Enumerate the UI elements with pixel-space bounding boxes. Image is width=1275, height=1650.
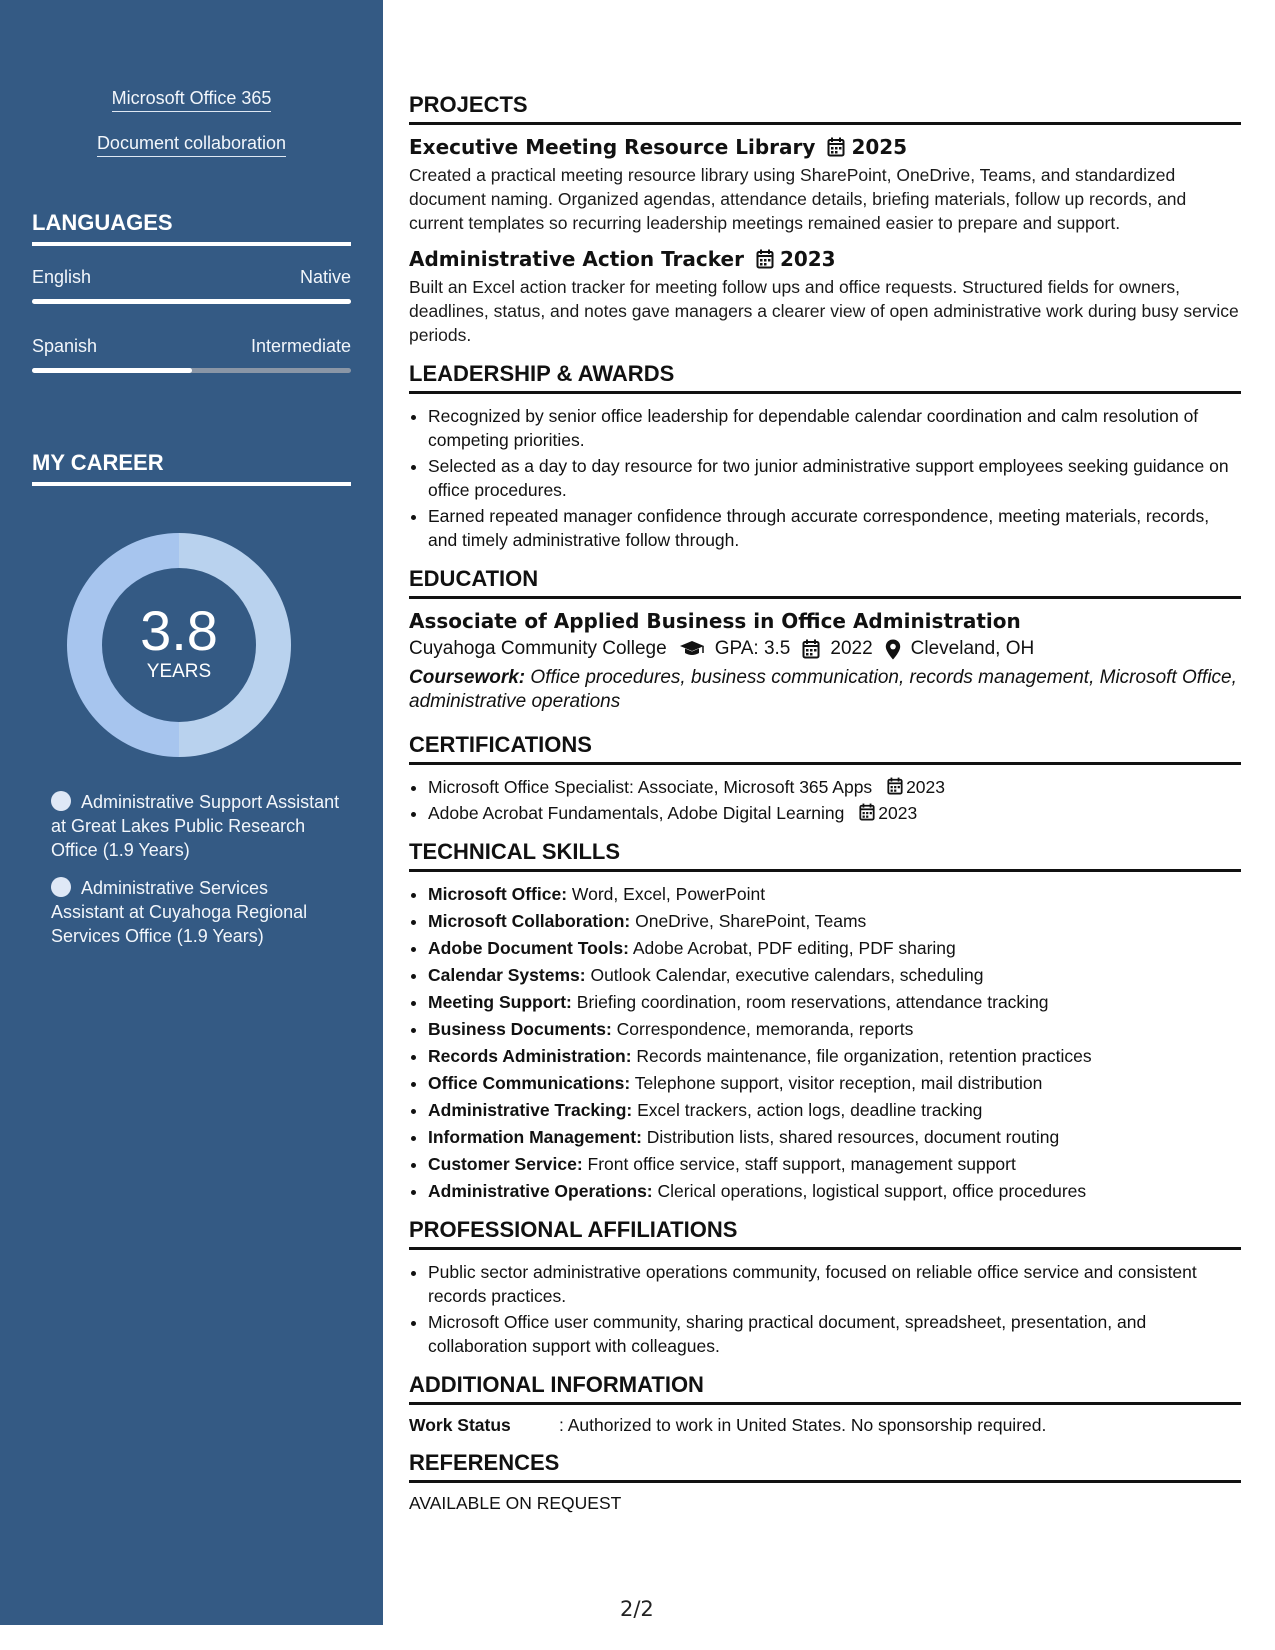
skill-value: Briefing coordination, room reservations, attendance tracking bbox=[576, 992, 1049, 1012]
info-row bbox=[409, 1415, 1241, 1436]
list-item: • Selected as a day to day resource for two junior administrative support employees seeking guidance on office procedures. bbox=[428, 454, 1241, 502]
education-meta bbox=[409, 638, 1241, 660]
career-total-years: 3.8 bbox=[140, 599, 218, 662]
section-title: EDUCATION bbox=[409, 566, 1241, 599]
skill-item bbox=[428, 1152, 1241, 1176]
coursework bbox=[409, 666, 1241, 714]
skill-label: Adobe Document Tools: bbox=[428, 938, 629, 958]
language-level: Intermediate bbox=[250, 336, 351, 356]
coursework-text: Office procedures, business communication, records management, Microsoft Office, administrative operations bbox=[409, 667, 1237, 712]
certification-year: 2023 bbox=[878, 803, 918, 823]
leadership-section bbox=[409, 361, 1241, 552]
language-bar bbox=[32, 299, 351, 304]
skill-value: Outlook Calendar, executive calendars, scheduling bbox=[590, 965, 984, 985]
graduation-year: 2022 bbox=[830, 638, 873, 659]
skill-item bbox=[428, 1179, 1241, 1203]
calendar-icon bbox=[859, 803, 875, 821]
skill-item bbox=[428, 909, 1241, 933]
language-bar bbox=[32, 368, 351, 373]
skill-item bbox=[428, 963, 1241, 987]
certifications-section bbox=[409, 732, 1241, 825]
skill-label: Customer Service: bbox=[428, 1154, 583, 1174]
project-title bbox=[409, 247, 1241, 271]
school-name: Cuyahoga Community College bbox=[409, 638, 667, 659]
school-location: Cleveland, OH bbox=[910, 638, 1035, 659]
language-bar-fill bbox=[32, 299, 351, 304]
donut-center bbox=[67, 533, 291, 757]
list-item: • Public sector administrative operations community, focused on reliable office service and consistent records practices. bbox=[428, 1260, 1241, 1308]
additional-info-section bbox=[409, 1372, 1241, 1436]
project-year: 2025 bbox=[851, 135, 908, 159]
skill-label: Information Management: bbox=[428, 1127, 642, 1147]
career-dot-icon bbox=[51, 877, 71, 897]
skill-label: Microsoft Office: bbox=[428, 884, 568, 904]
section-title: PROFESSIONAL AFFILIATIONS bbox=[409, 1217, 1241, 1250]
skill-label: Administrative Tracking: bbox=[428, 1100, 633, 1120]
skill-value: Excel trackers, action logs, deadline tracking bbox=[637, 1100, 983, 1120]
skill-label: Records Administration: bbox=[428, 1046, 632, 1066]
section-title: LEADERSHIP & AWARDS bbox=[409, 361, 1241, 394]
info-value: : Authorized to work in United States. No sponsorship required. bbox=[559, 1415, 1047, 1435]
skill-item bbox=[428, 936, 1241, 960]
language-name: Spanish bbox=[32, 336, 98, 356]
gpa: GPA: 3.5 bbox=[714, 638, 791, 659]
section-title: TECHNICAL SKILLS bbox=[409, 839, 1241, 872]
skill-item bbox=[428, 990, 1241, 1014]
skill-tag: Document collaboration bbox=[0, 133, 383, 154]
skill-value: Front office service, staff support, management support bbox=[587, 1154, 1016, 1174]
skill-label: Business Documents: bbox=[428, 1019, 612, 1039]
career-item: Administrative Support Assistant at Great Lakes Public Research Office (1.9 Years) bbox=[51, 792, 340, 860]
project-year: 2023 bbox=[779, 247, 836, 271]
career-item: Administrative Services Assistant at Cuyahoga Regional Services Office (1.9 Years) bbox=[51, 878, 308, 946]
section-title: PROJECTS bbox=[409, 92, 1241, 125]
skill-item bbox=[428, 1044, 1241, 1068]
skill-value: Correspondence, memoranda, reports bbox=[616, 1019, 914, 1039]
certification-item: • Adobe Acrobat Fundamentals, Adobe Digital Learning 2023 bbox=[428, 801, 1241, 825]
skills-list bbox=[409, 882, 1241, 1203]
project-title bbox=[409, 135, 1241, 159]
project-name: Executive Meeting Resource Library bbox=[409, 135, 816, 159]
skill-item bbox=[428, 1098, 1241, 1122]
skill-item bbox=[428, 1017, 1241, 1041]
coursework-label: Coursework: bbox=[409, 667, 526, 688]
affiliations-list bbox=[409, 1260, 1241, 1358]
languages-heading: LANGUAGES bbox=[32, 210, 351, 246]
project-description: Built an Excel action tracker for meeting follow ups and office requests. Structured fields for owners, deadlines, status, and notes gave managers a clearer view of open administrative work during busy service periods. bbox=[409, 277, 1239, 345]
section-title: REFERENCES bbox=[409, 1450, 1241, 1483]
language-row bbox=[32, 336, 351, 357]
education-section bbox=[409, 566, 1241, 714]
references-text: AVAILABLE ON REQUEST bbox=[409, 1493, 622, 1513]
sidebar bbox=[0, 0, 383, 1625]
skill-value: Word, Excel, PowerPoint bbox=[571, 884, 766, 904]
language-bar-fill bbox=[32, 368, 192, 373]
language-level: Native bbox=[299, 267, 351, 287]
skill-value: OneDrive, SharePoint, Teams bbox=[635, 911, 867, 931]
language-row bbox=[32, 267, 351, 288]
page-number: 2/2 bbox=[620, 1597, 654, 1621]
section-title: ADDITIONAL INFORMATION bbox=[409, 1372, 1241, 1405]
calendar-icon bbox=[827, 137, 845, 157]
project-description: Created a practical meeting resource library using SharePoint, OneDrive, Teams, and standardized document naming. Organized agendas, attendance details, briefing materials, follow up records, and current templates so recurring leadership meetings remained easier to prepare and support. bbox=[409, 165, 1187, 233]
project-name: Administrative Action Tracker bbox=[409, 247, 744, 271]
career-years-label: YEARS bbox=[146, 661, 212, 682]
skill-label: Meeting Support: bbox=[428, 992, 572, 1012]
skill-value: Distribution lists, shared resources, document routing bbox=[646, 1127, 1060, 1147]
list-item: • Recognized by senior office leadership for dependable calendar coordination and calm resolution of competing priorities. bbox=[428, 404, 1241, 452]
skill-item bbox=[428, 1071, 1241, 1095]
certifications-list bbox=[409, 775, 1241, 825]
skill-item bbox=[428, 882, 1241, 906]
certification-year: 2023 bbox=[906, 777, 945, 797]
affiliations-section bbox=[409, 1217, 1241, 1358]
skill-label: Office Communications: bbox=[428, 1073, 631, 1093]
skill-label: Microsoft Collaboration: bbox=[428, 911, 631, 931]
skill-value: Records maintenance, file organization, retention practices bbox=[636, 1046, 1092, 1066]
skill-label: Administrative Operations: bbox=[428, 1181, 653, 1201]
skill-item bbox=[428, 1125, 1241, 1149]
skill-value: Clerical operations, logistical support, office procedures bbox=[657, 1181, 1087, 1201]
graduation-cap-icon bbox=[679, 640, 705, 658]
main-content bbox=[409, 92, 1241, 1528]
section-title: CERTIFICATIONS bbox=[409, 732, 1241, 765]
career-heading: MY CAREER bbox=[32, 450, 351, 486]
skill-label: Calendar Systems: bbox=[428, 965, 586, 985]
degree-title: Associate of Applied Business in Office Administration bbox=[409, 609, 1021, 633]
list-item: • Microsoft Office user community, sharing practical document, spreadsheet, presentation, and collaboration support with colleagues. bbox=[428, 1310, 1241, 1358]
skills-section bbox=[409, 839, 1241, 1203]
calendar-icon bbox=[802, 639, 820, 659]
leadership-list bbox=[409, 404, 1241, 552]
references-section bbox=[409, 1450, 1241, 1514]
skill-tag: Microsoft Office 365 bbox=[0, 88, 383, 109]
projects-section bbox=[409, 92, 1241, 347]
skill-value: Adobe Acrobat, PDF editing, PDF sharing bbox=[632, 938, 956, 958]
list-item: • Earned repeated manager confidence through accurate correspondence, meeting materials, records, and timely administrative follow through. bbox=[428, 504, 1241, 552]
skill-value: Telephone support, visitor reception, mail distribution bbox=[634, 1073, 1043, 1093]
career-dot-icon bbox=[51, 791, 71, 811]
calendar-icon bbox=[756, 249, 774, 269]
certification-item: • Microsoft Office Specialist: Associate, Microsoft 365 Apps 2023 bbox=[428, 775, 1241, 799]
map-pin-icon bbox=[885, 639, 901, 660]
calendar-icon bbox=[887, 777, 903, 795]
info-key: Work Status bbox=[409, 1415, 511, 1435]
language-name: English bbox=[32, 267, 92, 287]
